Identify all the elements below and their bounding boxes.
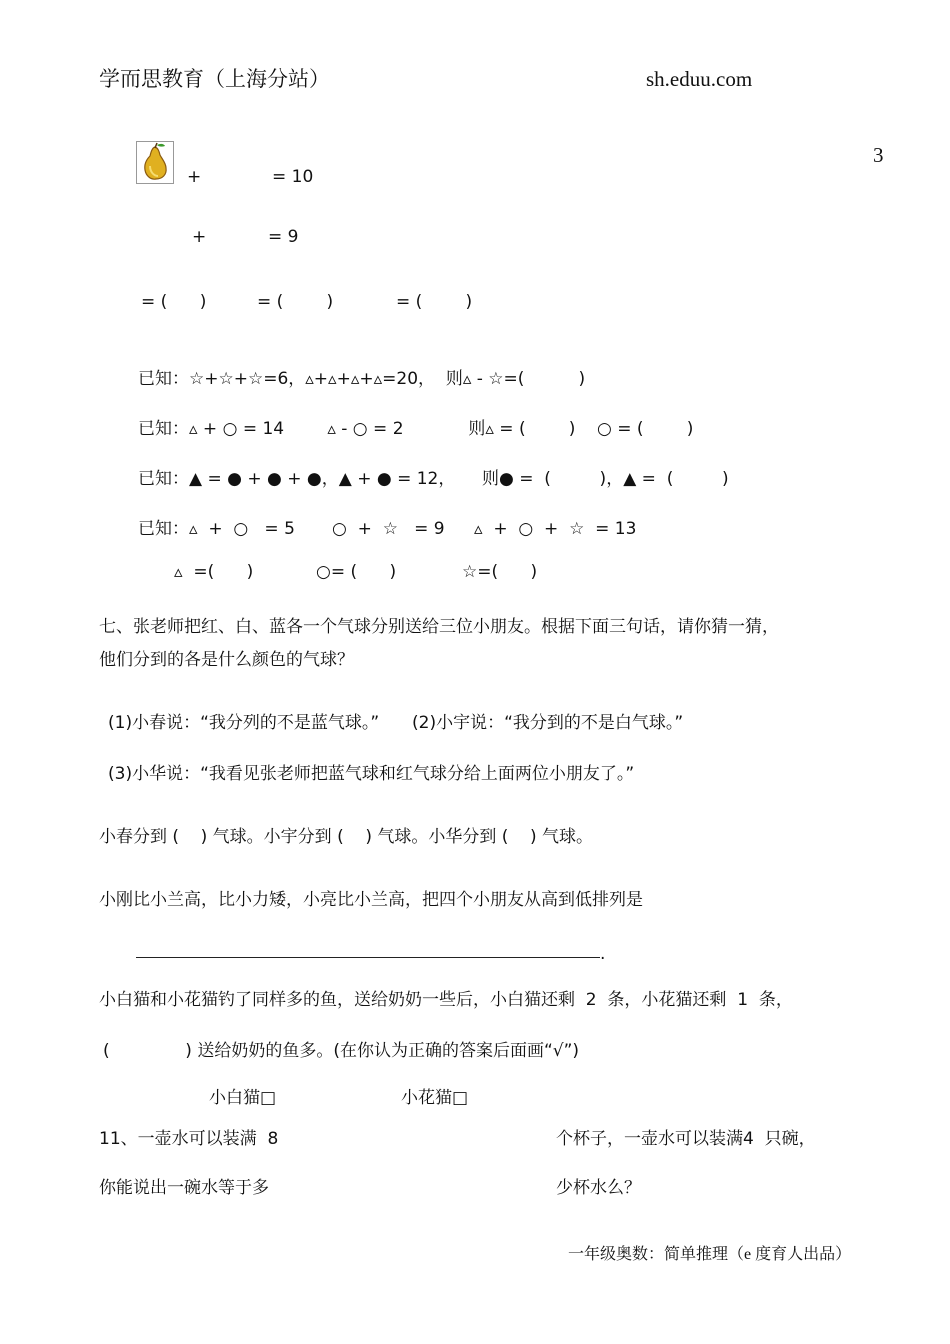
known-line-5c: ☆=( ) bbox=[462, 562, 538, 582]
q9-option-white-cat: 小白猫□ bbox=[209, 1088, 277, 1108]
answer-underline bbox=[136, 957, 600, 958]
known-line-3a: 已知：▲ = ● + ● + ●，▲ + ● = 12， bbox=[138, 469, 456, 489]
q11-line-2a: 你能说出一碗水等于多 bbox=[99, 1178, 269, 1198]
pear-icon bbox=[136, 141, 174, 184]
known-line-4a: 已知：▵ + ○ = 5 bbox=[138, 519, 295, 539]
q9-line-1: 小白猫和小花猫钓了同样多的鱼，送给奶奶一些后，小白猫还剩 2 条，小花猫还剩 1 条， bbox=[99, 990, 793, 1010]
q7-statement-3: (3)小华说：“我看见张老师把蓝气球和红气球分给上面两位小朋友了。” bbox=[108, 764, 635, 784]
header-site-url: sh.eduu.com bbox=[646, 67, 753, 91]
row1-result: = 10 bbox=[272, 167, 314, 187]
q8-period: . bbox=[600, 944, 606, 964]
known-line-2: 已知：▵ + ○ = 14 ▵ - ○ = 2 则▵ = ( ) ○ = ( ) bbox=[138, 419, 694, 439]
row1-plus: + bbox=[187, 167, 202, 187]
row3-blank-a: = ( ) bbox=[141, 292, 207, 312]
known-line-1: 已知：☆+☆+☆=6，▵+▵+▵+▵=20， 则▵ - ☆=( ) bbox=[138, 369, 586, 389]
q9-line-2: ( ) 送给奶奶的鱼多。(在你认为正确的答案后面画“√”) bbox=[103, 1041, 580, 1061]
q7-line-2: 他们分到的各是什么颜色的气球？ bbox=[99, 650, 354, 670]
q7-statement-2: (2)小宇说：“我分到的不是白气球。” bbox=[412, 713, 684, 733]
row2-result: = 9 bbox=[268, 227, 299, 247]
q8-line-1: 小刚比小兰高，比小力矮，小亮比小兰高，把四个小朋友从高到低排列是 bbox=[99, 890, 643, 910]
q9-option-flower-cat: 小花猫□ bbox=[401, 1088, 469, 1108]
q11-line-1a: 11、一壶水可以装满 8 bbox=[99, 1129, 279, 1149]
known-line-5b: ○= ( ) bbox=[316, 562, 397, 582]
row3-blank-c: = ( ) bbox=[396, 292, 473, 312]
row3-blank-b: = ( ) bbox=[257, 292, 334, 312]
q7-line-1: 七、张老师把红、白、蓝各一个气球分别送给三位小朋友。根据下面三句话，请你猜一猜， bbox=[99, 617, 779, 637]
known-line-5a: ▵ =( ) bbox=[174, 562, 254, 582]
q7-statement-1: (1)小春说：“我分列的不是蓝气球。” bbox=[108, 713, 380, 733]
footer-text: 一年级奥数：简单推理（e 度育人出品） bbox=[568, 1246, 852, 1263]
known-line-4c: ▵ + ○ + ☆ = 13 bbox=[474, 519, 637, 539]
q11-line-1b: 个杯子，一壶水可以装满4 只碗， bbox=[556, 1129, 816, 1149]
row2-plus: + bbox=[192, 227, 207, 247]
q11-line-2b: 少杯水么？ bbox=[556, 1178, 641, 1198]
page-number: 3 bbox=[873, 143, 884, 167]
known-line-3b: 则● = ( )，▲ = ( ) bbox=[482, 469, 729, 489]
q7-answer-line: 小春分到 ( ) 气球。小宇分到 ( ) 气球。小华分到 ( ) 气球。 bbox=[99, 827, 594, 847]
header-title: 学而思教育（上海分站） bbox=[99, 67, 330, 91]
known-line-4b: ○ + ☆ = 9 bbox=[332, 519, 445, 539]
